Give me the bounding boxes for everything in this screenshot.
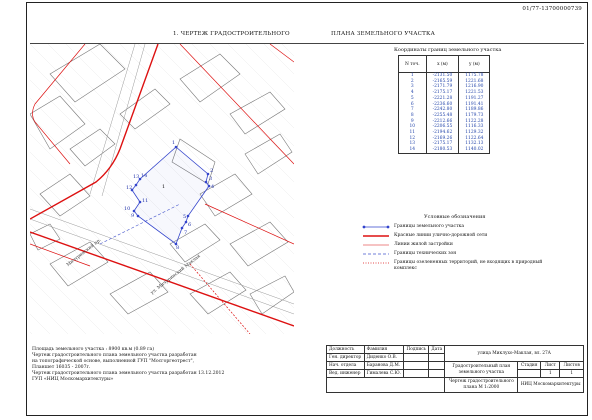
coord-x: -2180.53 <box>426 147 459 153</box>
stamp-role: Нач. отдела <box>327 362 365 370</box>
street-label: ул. Мичуринский Маклая <box>150 253 202 296</box>
coord-point: 9 <box>399 119 427 125</box>
legend-label: Границы озелененных территорий, не входящих в природный комплекс <box>394 260 543 271</box>
coord-x: -2171.79 <box>426 84 459 90</box>
col-header-x: x (м) <box>426 56 459 73</box>
coord-x: -2175.17 <box>426 90 459 96</box>
point-label-3: 3 <box>209 176 213 182</box>
stamp-person: Баранова Д.М. <box>364 362 404 370</box>
coord-y: 1175.78 <box>459 73 490 79</box>
point-label-11: 11 <box>142 198 149 204</box>
coord-y: 1129.32 <box>459 130 490 136</box>
coord-point: 7 <box>399 107 427 113</box>
stamp-role: Ген. директор <box>327 354 365 362</box>
coord-y: 1191.41 <box>459 102 490 108</box>
stamp-person: Гималева С.Ю. <box>364 370 404 378</box>
stamp-person: Диденко О.В. <box>364 354 404 362</box>
coord-point: 8 <box>399 113 427 119</box>
stamp-col-name: Фамилия <box>364 346 404 354</box>
stamp-sheets-value: 1 <box>560 370 584 378</box>
coordinates-table <box>398 55 490 154</box>
stamp-signature-cell <box>404 362 429 370</box>
coord-point: 11 <box>399 130 427 136</box>
point-label-9: 9 <box>131 213 135 219</box>
legend-label: Линии жилой застройки <box>394 242 453 247</box>
coord-point: 6 <box>399 102 427 108</box>
coord-y: 1116.33 <box>459 124 490 130</box>
coord-point: 2 <box>399 79 427 85</box>
note-line: Планшет 16035 - 2007г. <box>32 365 91 370</box>
note-area: Площадь земельного участка : 8900 кв.м (0.89 га) <box>32 347 155 352</box>
coordinates-row <box>399 130 490 136</box>
parcel-number: 1 <box>162 184 166 190</box>
point-label-4: 4 <box>211 184 215 190</box>
coord-point: 1 <box>399 73 427 79</box>
point-label-12: 12 <box>126 185 133 191</box>
coordinates-row <box>399 96 490 102</box>
coordinates-title: Координаты границ земельного участка <box>394 47 502 53</box>
coord-point: 5 <box>399 96 427 102</box>
stamp-organization: НИЦ Москомархитектуры <box>518 378 584 393</box>
legend-item-technical-zones <box>362 251 456 257</box>
point-label-6: 6 <box>188 222 192 228</box>
note-line: Чертеж градостроительного плана земельного участка разработан 13.12.2012 <box>32 371 225 376</box>
coordinates-row <box>399 113 490 119</box>
point-label-14: 14 <box>141 173 148 179</box>
stamp-stage-header: Стадия <box>518 362 541 370</box>
point-label-8: 8 <box>176 245 180 251</box>
legend-item-parcel-boundary <box>362 224 464 230</box>
stamp-empty-cell <box>327 378 445 393</box>
coord-y: 1179.73 <box>459 113 490 119</box>
coord-x: -2206.55 <box>426 124 459 130</box>
coord-y: 1221.68 <box>459 79 490 85</box>
point-label-13: 13 <box>133 174 140 180</box>
point-label-7: 7 <box>184 230 188 236</box>
stamp-document-title: Градостроительный план земельного участка <box>445 362 518 378</box>
legend-item-building-lines <box>362 242 453 248</box>
legend-label: Границы технических зон <box>394 251 457 256</box>
stamp-sheet-header: Лист <box>541 362 560 370</box>
col-header-y: y (м) <box>459 56 490 73</box>
coord-point: 4 <box>399 90 427 96</box>
document-code: 01/77-13700000739 <box>522 6 582 12</box>
note-line: Чертеж градостроительного плана земельного участка разработан <box>32 353 197 358</box>
point-label-1: 1 <box>172 140 176 146</box>
coord-point: 12 <box>399 136 427 142</box>
stamp-signature-cell <box>404 370 429 378</box>
point-label-5: 5 <box>183 214 187 220</box>
legend-title: Условные обозначения <box>424 214 486 220</box>
coord-y: 1221.53 <box>459 90 490 96</box>
header-title-left: 1. ЧЕРТЕЖ ГРАДОСТРОИТЕЛЬНОГО <box>173 31 290 37</box>
coord-point: 14 <box>399 147 427 153</box>
stamp-sheets-header: Листов <box>560 362 584 370</box>
coordinates-row <box>399 90 490 96</box>
stamp-col-position: Должность <box>327 346 365 354</box>
coord-x: -2131.50 <box>426 73 459 79</box>
coord-point: 10 <box>399 124 427 130</box>
legend-swatch-technical-zones <box>362 251 390 257</box>
point-label-2: 2 <box>210 168 214 174</box>
coord-y: 1216.90 <box>459 84 490 90</box>
site-map <box>30 44 294 334</box>
stamp-col-date: Дата <box>429 346 445 354</box>
coord-y: 1140.02 <box>459 147 490 153</box>
coordinates-body <box>399 73 490 154</box>
coordinates-row <box>399 147 490 153</box>
coord-x: -2236.60 <box>426 102 459 108</box>
stamp-stage-value <box>518 370 541 378</box>
coord-y: 1122.64 <box>459 136 490 142</box>
stamp-date-cell <box>429 354 445 362</box>
stamp-role: Вед. инженер <box>327 370 365 378</box>
coord-y: 1122.28 <box>459 119 490 125</box>
stamp-date-cell <box>429 370 445 378</box>
coord-x: -2165.59 <box>426 79 459 85</box>
stamp-address: улица Миклухо-Маклая, вл. 27А <box>445 346 584 362</box>
header-title-right: ПЛАНА ЗЕМЕЛЬНОГО УЧАСТКА <box>331 31 436 37</box>
legend-swatch-building-lines <box>362 242 390 248</box>
coord-y: 1191.27 <box>459 96 490 102</box>
coord-x: -2255.48 <box>426 113 459 119</box>
street-label: Мичуринский пр. <box>66 238 103 268</box>
col-header-point: N точ. <box>399 56 427 73</box>
point-label-10: 10 <box>124 206 131 212</box>
coordinates-header-row <box>399 56 490 73</box>
coord-point: 13 <box>399 141 427 147</box>
legend-swatch-red-lines <box>362 233 390 239</box>
legend-swatch-parcel <box>362 224 390 230</box>
note-line: ГУП «НИЦ Москомархитектуры» <box>32 377 114 382</box>
stamp-col-signature: Подпись <box>404 346 429 354</box>
stamp-sheet-value: 1 <box>541 370 560 378</box>
legend-label: Границы земельного участка <box>394 224 465 229</box>
coord-y: 1132.13 <box>459 141 490 147</box>
legend-swatch-green-areas <box>362 260 390 266</box>
coord-point: 3 <box>399 84 427 90</box>
stamp-signature-cell <box>404 354 429 362</box>
notes-block <box>32 347 224 383</box>
coord-x: -2169.26 <box>426 136 459 142</box>
stamp-drawing-title: Чертеж градостроительного плана М 1:2000 <box>445 378 518 393</box>
coord-x: -2175.17 <box>426 141 459 147</box>
note-line: на топографической основе, выполненной ГУП "Мосгоргеотрест", <box>32 359 195 364</box>
coord-x: -2212.66 <box>426 119 459 125</box>
coord-x: -2194.62 <box>426 130 459 136</box>
legend-item-red-lines <box>362 233 487 239</box>
stamp-date-cell <box>429 362 445 370</box>
coord-x: -2221.28 <box>426 96 459 102</box>
legend-item-green-areas <box>362 260 552 271</box>
coord-y: 1189.86 <box>459 107 490 113</box>
legend-label: Красные линии улично-дорожной сети <box>394 233 488 238</box>
coordinates-row <box>399 73 490 79</box>
coord-x: -2242.80 <box>426 107 459 113</box>
title-block <box>326 345 584 393</box>
